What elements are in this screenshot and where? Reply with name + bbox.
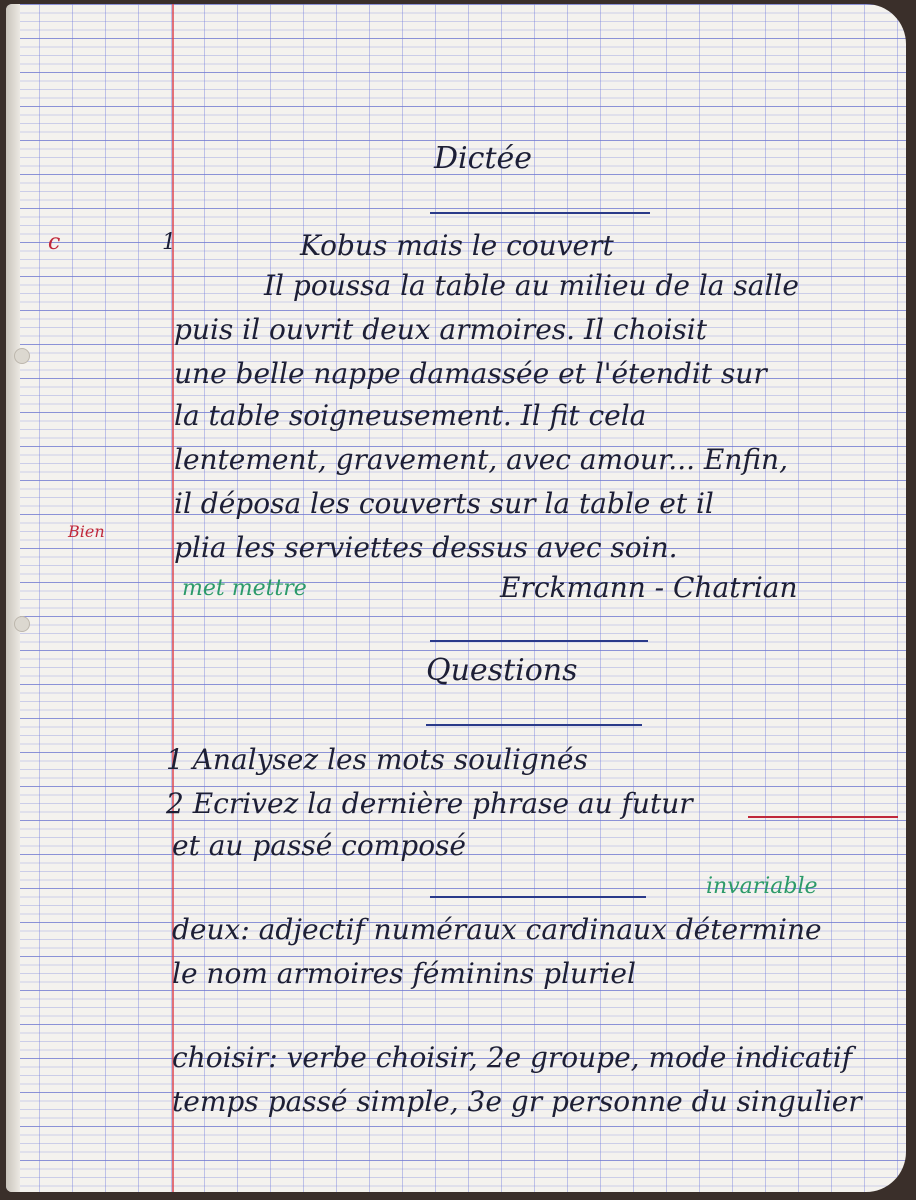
binding-hole — [14, 348, 30, 364]
dictee-author: Erckmann - Chatrian — [500, 571, 798, 604]
answer-line: le nom armoires féminins pluriel — [172, 957, 636, 990]
answer-line: temps passé simple, 3e gr personne du singulier — [172, 1085, 862, 1118]
questions-heading: Questions — [426, 653, 578, 688]
dictee-line: puis il ouvrit deux armoires. Il choisit — [174, 313, 707, 346]
dictee-line: lentement, gravement, avec amour... Enfin, — [174, 443, 788, 476]
answer-line: deux: adjectif numéraux cardinaux détermine — [172, 913, 822, 946]
dictee-line: plia les serviettes dessus avec soin. — [174, 531, 678, 564]
dictee-title: Kobus mais le couvert — [300, 229, 614, 262]
answers-rule — [430, 896, 646, 898]
heading-rule — [430, 212, 650, 214]
section-rule — [430, 640, 648, 642]
dictee-line: la table soigneusement. Il fit cela — [174, 399, 647, 432]
questions-rule — [426, 724, 642, 726]
dictee-line: Il poussa la table au milieu de la salle — [264, 269, 799, 302]
question-item: 2 Ecrivez la dernière phrase au futur — [166, 787, 693, 820]
grade-mark: Bien — [68, 522, 105, 541]
dictee-line: une belle nappe damassée et l'étendit sur — [174, 357, 767, 390]
notebook-page — [6, 4, 906, 1192]
teacher-note: invariable — [706, 874, 818, 899]
dictee-heading: Dictée — [434, 141, 533, 176]
margin-mark-c: c — [48, 230, 61, 255]
question-item: 1 Analysez les mots soulignés — [166, 743, 588, 776]
notebook-spine — [6, 4, 20, 1192]
answer-line: choisir: verbe choisir, 2e groupe, mode indicatif — [172, 1041, 853, 1074]
dictee-line: il déposa les couverts sur la table et il — [174, 487, 714, 520]
margin-number: 1 — [162, 230, 176, 255]
red-margin-stroke — [748, 816, 898, 818]
red-margin-line — [172, 4, 174, 1192]
question-item: et au passé composé — [172, 829, 466, 862]
binding-hole — [14, 616, 30, 632]
correction-note: met mettre — [182, 576, 307, 601]
